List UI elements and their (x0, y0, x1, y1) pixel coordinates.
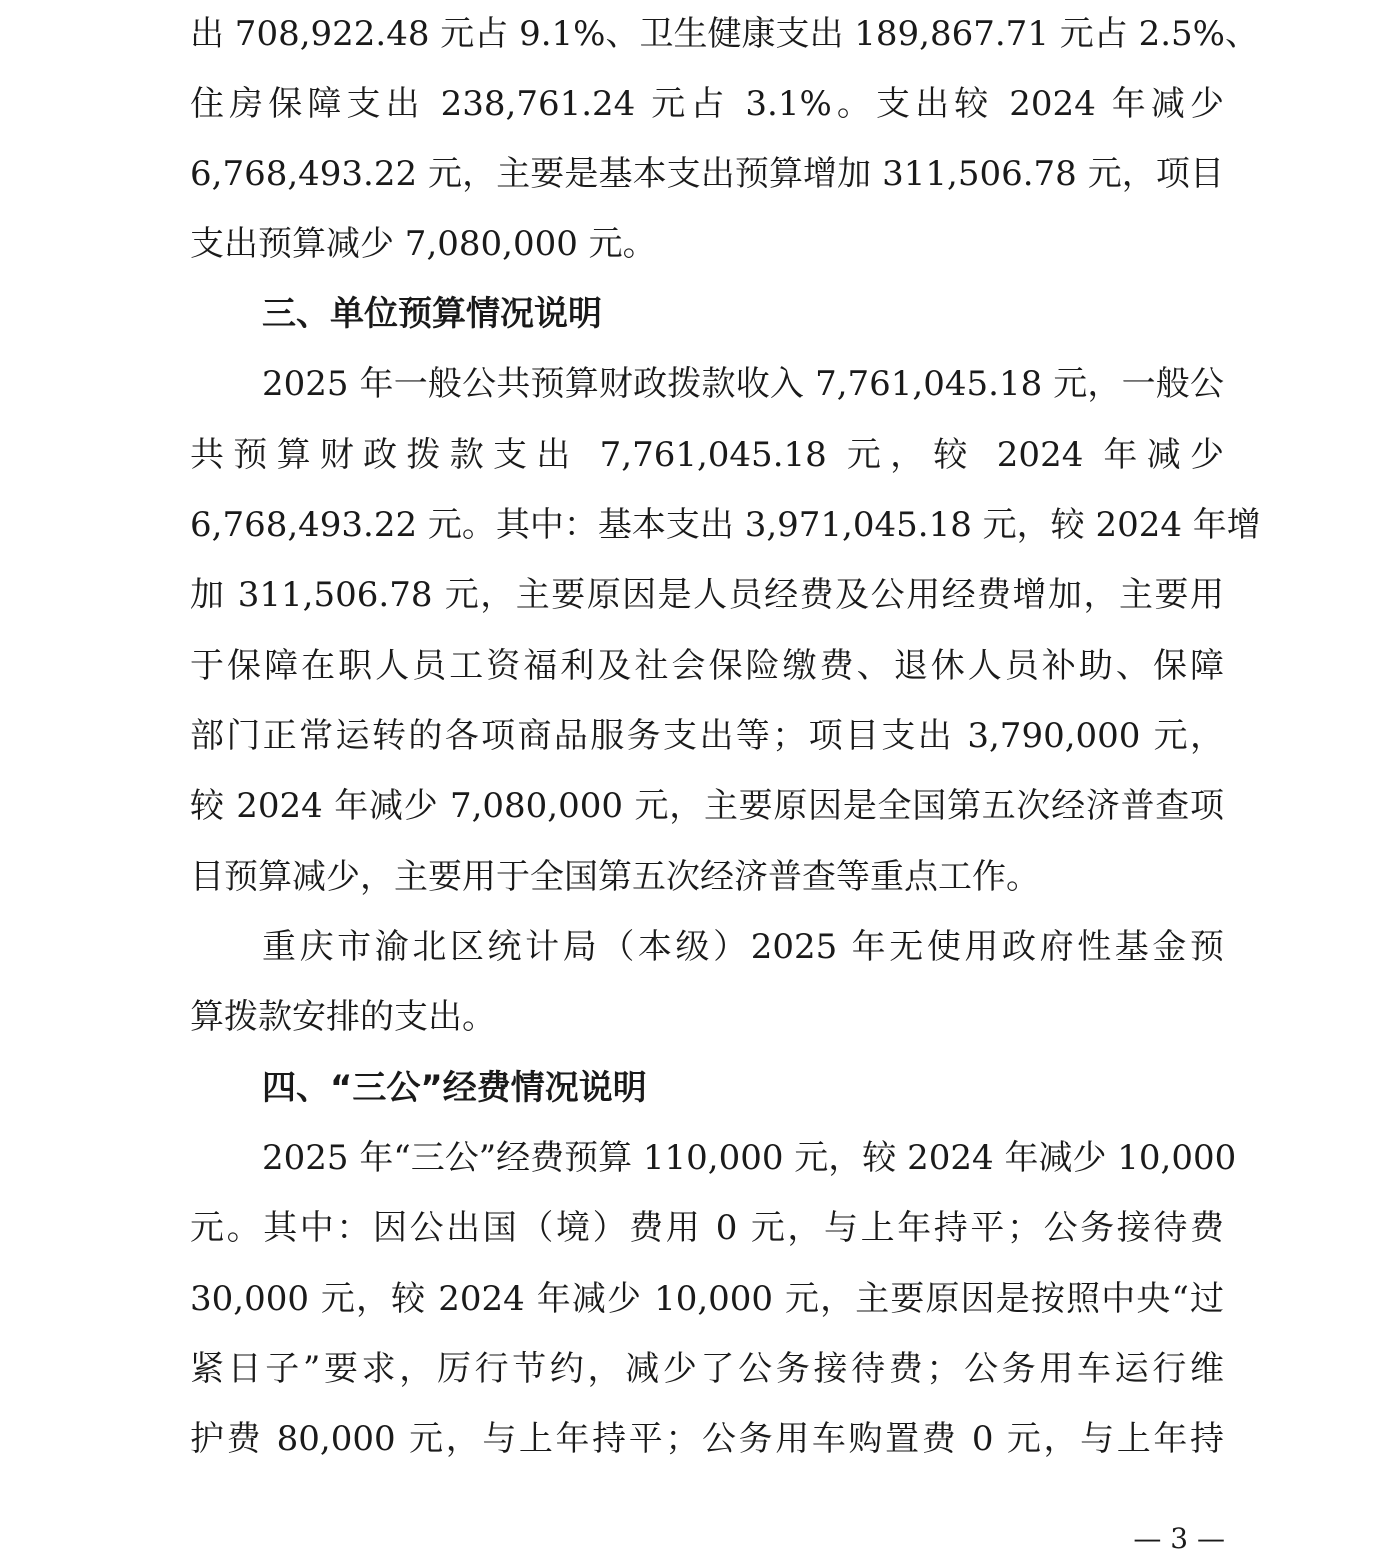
body-text-line: 2025 年一般公共预算财政拨款收入 7,761,045.18 元，一般公 (262, 364, 1224, 404)
body-text-line: 30,000 元，较 2024 年减少 10,000 元，主要原因是按照中央“过 (190, 1279, 1224, 1319)
body-text-line: 住房保障支出 238,761.24 元占 3.1%。支出较 2024 年减少 (190, 84, 1224, 124)
body-text-line: 部门正常运转的各项商品服务支出等；项目支出 3,790,000 元， (190, 716, 1224, 756)
body-text-line: 共预算财政拨款支出 7,761,045.18 元，较 2024 年减少 (190, 435, 1224, 475)
section-heading: 三、单位预算情况说明 (262, 294, 602, 334)
body-text-line: 护费 80,000 元，与上年持平；公务用车购置费 0 元，与上年持 (190, 1419, 1224, 1459)
body-text-line: 6,768,493.22 元，主要是基本支出预算增加 311,506.78 元，项目 (190, 154, 1224, 194)
body-text-line: 较 2024 年减少 7,080,000 元，主要原因是全国第五次经济普查项 (190, 786, 1224, 826)
body-text-line: 元。其中：因公出国（境）费用 0 元，与上年持平；公务接待费 (190, 1208, 1224, 1248)
body-text-line: 支出预算减少 7,080,000 元。 (190, 224, 657, 264)
body-text-line: 6,768,493.22 元。其中：基本支出 3,971,045.18 元，较 2024 年增 (190, 505, 1261, 545)
body-text-line: 算拨款安排的支出。 (190, 997, 496, 1037)
body-text-line: 加 311,506.78 元，主要原因是人员经费及公用经费增加，主要用 (190, 575, 1224, 615)
body-text-line: 出 708,922.48 元占 9.1%、卫生健康支出 189,867.71 元占 2.5%、 (190, 14, 1259, 54)
body-text-line: 2025 年“三公”经费预算 110,000 元，较 2024 年减少 10,000 (262, 1138, 1237, 1178)
body-text-line: 紧日子”要求，厉行节约，减少了公务接待费；公务用车运行维 (190, 1349, 1224, 1389)
body-text-line: 于保障在职人员工资福利及社会保险缴费、退休人员补助、保障 (190, 646, 1224, 686)
body-text-line: 目预算减少，主要用于全国第五次经济普查等重点工作。 (190, 857, 1040, 897)
section-heading: 四、“三公”经费情况说明 (262, 1068, 647, 1108)
body-text-line: 重庆市渝北区统计局（本级）2025 年无使用政府性基金预 (262, 927, 1224, 967)
page-number: — 3 — (1133, 1522, 1225, 1555)
